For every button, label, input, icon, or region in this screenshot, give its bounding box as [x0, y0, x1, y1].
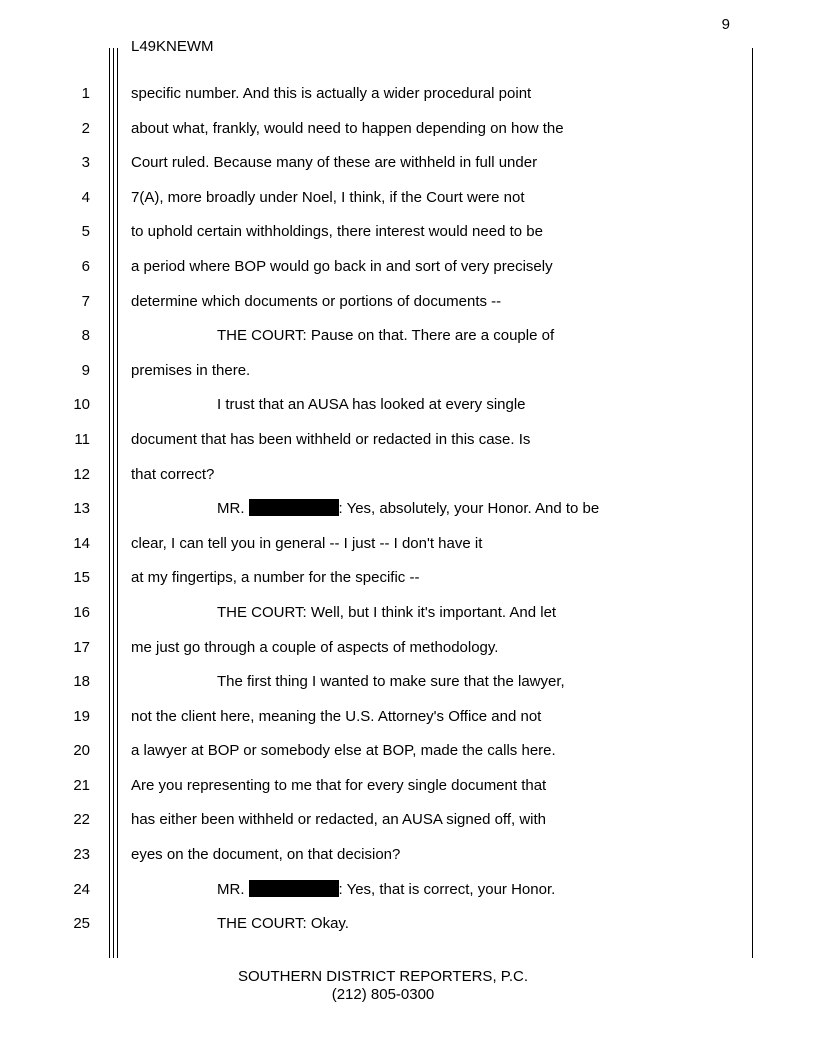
reporter-phone: (212) 805-0300 [331, 986, 435, 1003]
line-number: 20 [73, 742, 90, 760]
line-text: The first thing I wanted to make sure that the lawyer, [217, 673, 565, 691]
line-text: me just go through a couple of aspects of methodology. [131, 638, 499, 656]
line-number: 21 [73, 776, 90, 794]
line-number: 1 [81, 85, 90, 102]
line-text: about what, frankly, would need to happen depending on how the [131, 119, 564, 137]
page-footer [0, 968, 766, 1004]
line-text: I trust that an AUSA has looked at every single [217, 396, 526, 414]
line-number: 13 [73, 500, 90, 518]
speaker-text: : Yes, absolutely, your Honor. And to be [338, 500, 600, 518]
line-number: 19 [73, 707, 90, 725]
transcript-line [0, 499, 816, 534]
line-number: 23 [73, 846, 90, 864]
line-text: premises in there. [131, 361, 251, 379]
transcript-line [0, 776, 816, 811]
line-text: 7(A), more broadly under Noel, I think, if the Court were not [131, 188, 525, 206]
speaker-text: : Yes, that is correct, your Honor. [338, 880, 556, 898]
redaction-block [249, 880, 339, 897]
transcript-line [0, 810, 816, 845]
line-text: document that has been withheld or redacted in this case. Is [131, 430, 531, 448]
line-number: 25 [73, 915, 90, 933]
transcript-line [0, 430, 816, 465]
line-number: 2 [81, 119, 90, 137]
line-number: 14 [73, 534, 90, 552]
transcript-line [0, 741, 816, 776]
line-text: Court ruled. Because many of these are withheld in full under [131, 154, 538, 172]
line-text: Are you representing to me that for every single document that [131, 776, 547, 794]
transcript-line [0, 465, 816, 500]
line-text [217, 499, 599, 519]
reporter-name: SOUTHERN DISTRICT REPORTERS, P.C. [237, 968, 529, 985]
line-text: at my fingertips, a number for the specific -- [131, 569, 420, 587]
line-text: not the client here, meaning the U.S. Attorney's Office and not [131, 707, 542, 725]
line-number: 11 [74, 430, 90, 448]
line-number: 16 [73, 603, 90, 621]
line-number: 7 [81, 292, 90, 310]
line-text: THE COURT: Well, but I think it's important. And let [217, 603, 557, 621]
line-number: 18 [73, 673, 90, 691]
transcript-line [0, 361, 816, 396]
transcript-line [0, 845, 816, 880]
line-number: 10 [73, 396, 90, 414]
line-number: 9 [81, 361, 90, 379]
line-number: 15 [73, 569, 90, 587]
line-number: 17 [73, 638, 90, 656]
transcript-line [0, 257, 816, 292]
line-text [217, 880, 555, 900]
transcript-line [0, 119, 816, 154]
transcript-line [0, 707, 816, 742]
transcript-line [0, 534, 816, 569]
transcript-body [0, 84, 816, 949]
transcript-line [0, 672, 816, 707]
line-text: to uphold certain withholdings, there interest would need to be [131, 223, 543, 241]
line-number: 8 [81, 327, 90, 345]
line-number: 4 [81, 188, 90, 206]
transcript-header: L49KNEWM [131, 38, 214, 55]
transcript-line [0, 153, 816, 188]
line-text: specific number. And this is actually a wider procedural point [131, 85, 532, 102]
line-number: 22 [73, 811, 90, 829]
transcript-line [0, 568, 816, 603]
redaction-block [249, 499, 339, 516]
speaker-prefix: MR. [217, 880, 245, 898]
line-number: 24 [73, 880, 90, 898]
transcript-line [0, 188, 816, 223]
line-text: clear, I can tell you in general -- I just -- I don't have it [131, 534, 483, 552]
transcript-line [0, 603, 816, 638]
speaker-prefix: MR. [217, 500, 245, 518]
transcript-line [0, 638, 816, 673]
transcript-line [0, 880, 816, 915]
transcript-line [0, 292, 816, 327]
line-text: THE COURT: Okay. [217, 915, 349, 933]
transcript-line [0, 395, 816, 430]
line-text: THE COURT: Pause on that. There are a couple of [217, 327, 555, 345]
line-number: 3 [81, 154, 90, 172]
transcript-line [0, 326, 816, 361]
transcript-line [0, 914, 816, 949]
line-text: determine which documents or portions of documents -- [131, 292, 502, 310]
transcript-line [0, 84, 816, 119]
line-text: a period where BOP would go back in and sort of very precisely [131, 257, 553, 275]
line-text: has either been withheld or redacted, an AUSA signed off, with [131, 811, 546, 829]
line-text: a lawyer at BOP or somebody else at BOP, made the calls here. [131, 742, 556, 760]
line-number: 6 [81, 257, 90, 275]
line-number: 12 [73, 465, 90, 483]
line-text: that correct? [131, 465, 215, 483]
line-text: eyes on the document, on that decision? [131, 846, 401, 864]
page-number: 9 [721, 16, 730, 33]
line-number: 5 [81, 223, 90, 241]
transcript-line [0, 222, 816, 257]
